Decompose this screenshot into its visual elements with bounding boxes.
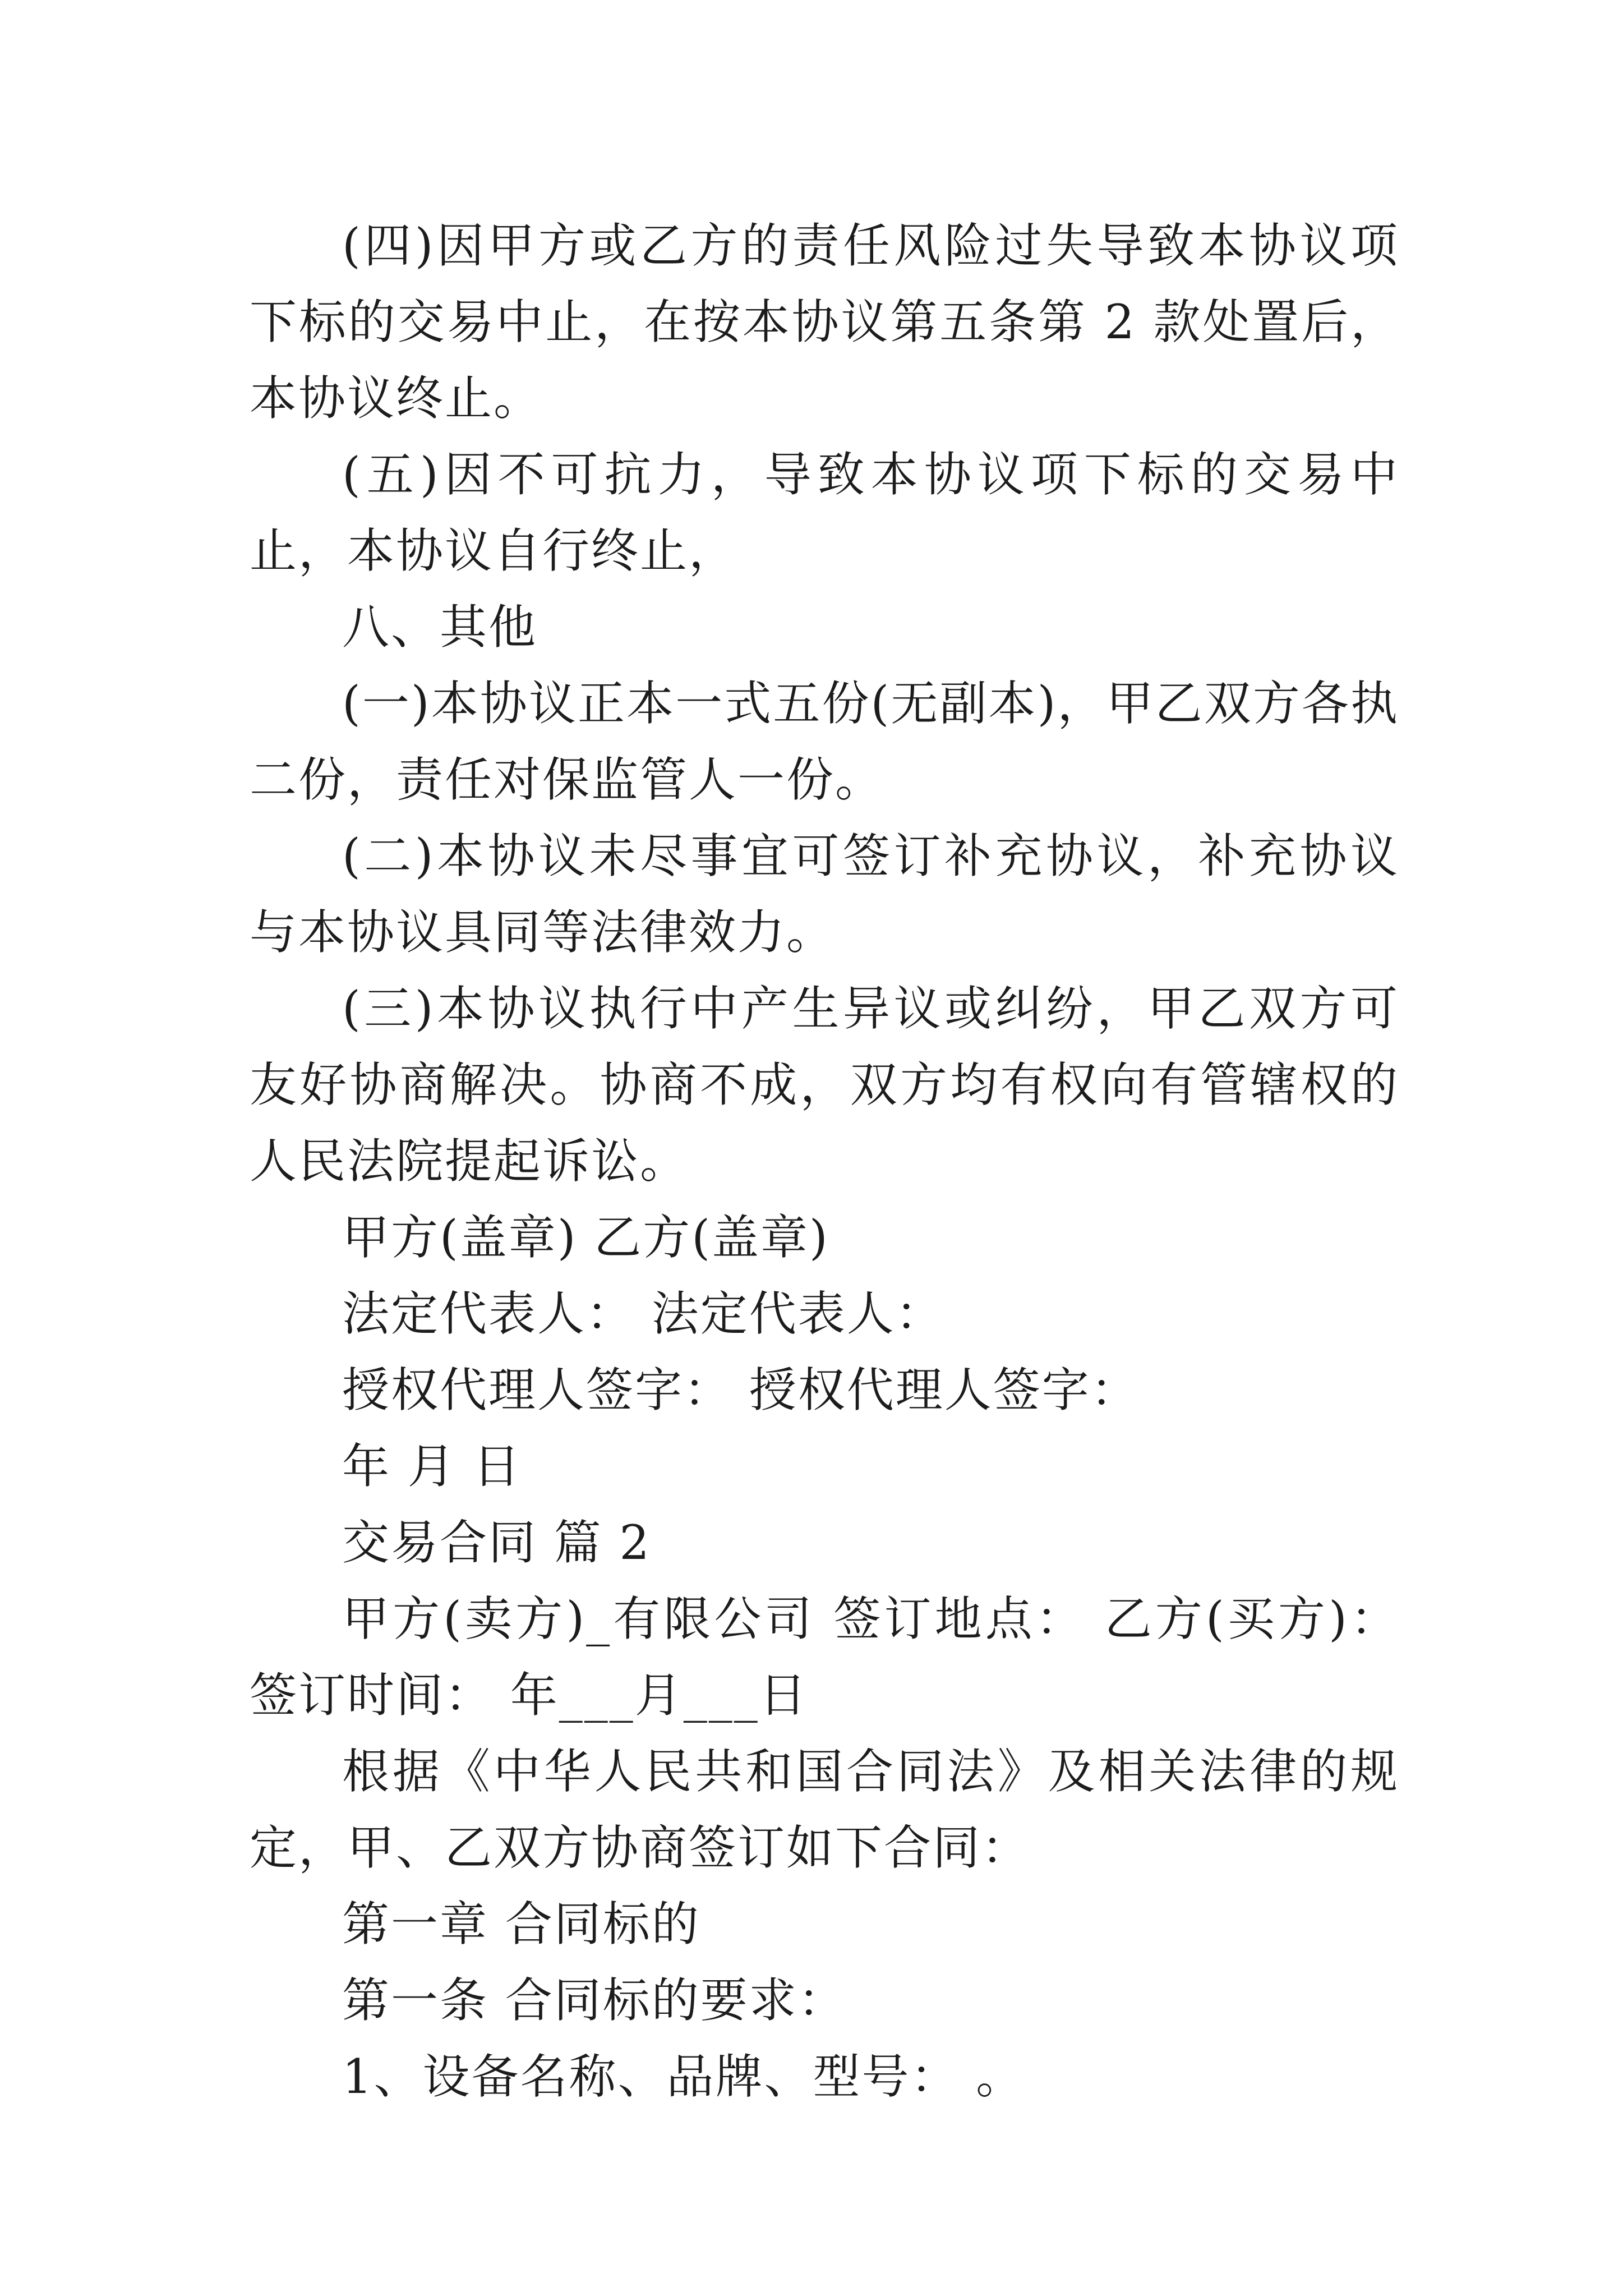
paragraph-other-2: (二)本协议未尽事宜可签订补充协议，补充协议与本协议具同等法律效力。 xyxy=(250,829,1399,960)
signature-representative-line: 法定代表人： 法定代表人： xyxy=(342,1286,944,1341)
signature-seal-line: 甲方(盖章) 乙方(盖章) xyxy=(342,1210,829,1265)
paragraph-other-3: (三)本协议执行中产生异议或纠纷，甲乙双方可友好协商解决。协商不成，双方均有权向有管辖权的人民法院提起诉讼。 xyxy=(250,981,1399,1189)
contract-parties: 甲方(卖方)_有限公司 签订地点： 乙方(买方)： 签订时间： 年___月___日 xyxy=(250,1591,1399,1723)
paragraph-other-1: (一)本协议正本一式五份(无副本)，甲乙双方各执二份，责任对保监管人一份。 xyxy=(250,676,1399,807)
signature-date-line: 年 月 日 xyxy=(342,1439,522,1494)
signature-agent-line: 授权代理人签字： 授权代理人签字： xyxy=(342,1363,1140,1418)
contract-preamble: 根据《中华人民共和国合同法》及相关法律的规定，甲、乙双方协商签订如下合同： xyxy=(250,1744,1399,1875)
contract-title: 交易合同 篇 2 xyxy=(342,1515,651,1570)
article-heading: 第一条 合同标的要求： xyxy=(342,1973,847,2028)
article-item-1: 1、设备名称、品牌、型号： 。 xyxy=(342,2049,1025,2104)
section-heading-other: 八、其他 xyxy=(342,600,538,655)
chapter-heading: 第一章 合同标的 xyxy=(342,1897,700,1952)
paragraph-termination-4: (四)因甲方或乙方的责任风险过失导致本协议项下标的交易中止，在按本协议第五条第 2 款处置后，本协议终止。 xyxy=(250,218,1399,426)
document-body xyxy=(250,208,1399,2115)
paragraph-termination-5: (五)因不可抗力，导致本协议项下标的交易中止，本协议自行终止， xyxy=(250,447,1399,578)
